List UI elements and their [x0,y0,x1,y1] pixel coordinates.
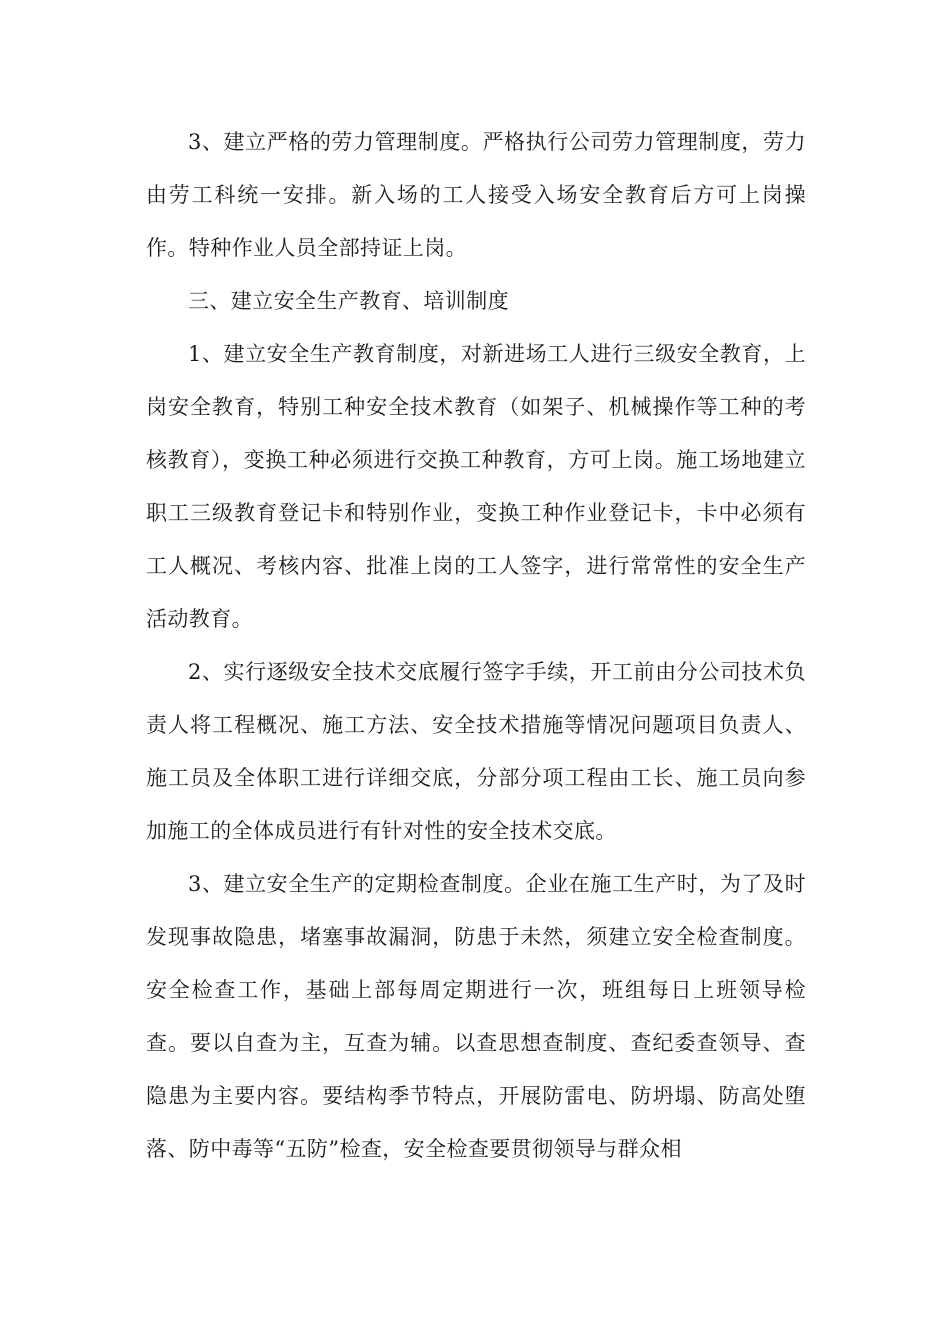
paragraph-technical-briefing: 2、实行逐级安全技术交底履行签字手续，开工前由分公司技术负责人将工程概况、施工方法、安全技术措施等情况问题项目负责人、施工员及全体职工进行详细交底，分部分项工程由工长、施工员向参加施工的全体成员进行有针对性的安全技术交底。 [146,660,806,843]
document-body [146,116,806,1176]
section-heading-safety-education: 三、建立安全生产教育、培训制度 [188,289,509,313]
paragraph-education-system: 1、建立安全生产教育制度，对新进场工人进行三级安全教育，上岗安全教育，特别工种安全技术教育（如架子、机械操作等工种的考核教育），变换工种必须进行交换工种教育，方可上岗。施工场地建立职工三级教育登记卡和特别作业，变换工种作业登记卡，卡中必须有工人概况、考核内容、批准上岗的工人签字，进行常常性的安全生产活动教育。 [146,342,806,631]
paragraph-periodic-inspection: 3、建立安全生产的定期检查制度。企业在施工生产时，为了及时发现事故隐患，堵塞事故漏洞，防患于未然，须建立安全检查制度。安全检查工作，基础上部每周定期进行一次，班组每日上班领导检查。要以自查为主，互查为辅。以查思想查制度、查纪委查领导、查隐患为主要内容。要结构季节特点，开展防雷电、防坍塌、防高处堕落、防中毒等“五防”检查，安全检查要贯彻领导与群众相 [146,872,806,1161]
paragraph-labor-management: 3、建立严格的劳力管理制度。严格执行公司劳力管理制度，劳力由劳工科统一安排。新入场的工人接受入场安全教育后方可上岗操作。特种作业人员全部持证上岗。 [146,130,806,260]
